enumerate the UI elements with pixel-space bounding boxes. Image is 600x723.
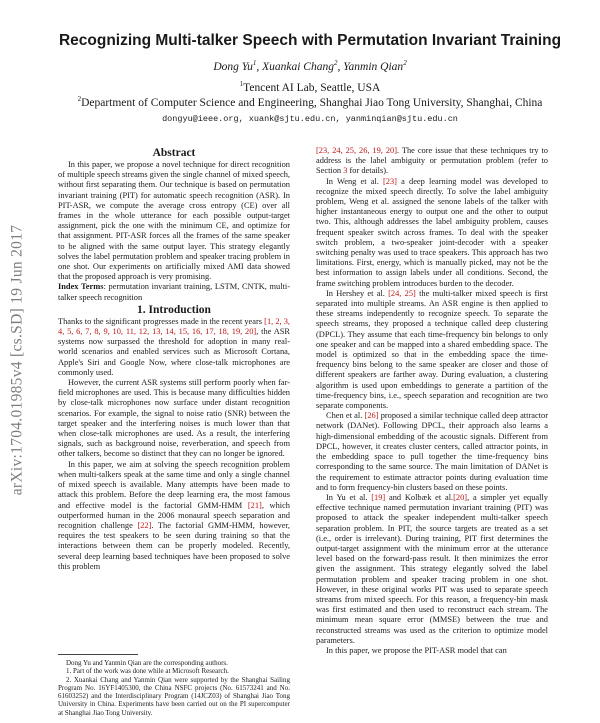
right-column	[316, 146, 548, 656]
body-text: Chen et al.	[326, 411, 365, 421]
arxiv-stamp-text: arXiv:1704.01985v4 [cs.SD] 19 Jun 2017	[8, 224, 26, 496]
body-paragraph	[316, 146, 548, 177]
author-affil-mark: 2	[403, 59, 407, 68]
author-list	[40, 61, 580, 73]
body-paragraph: In this paper, we propose the PIT-ASR model that can	[326, 645, 507, 655]
citation-link[interactable]: [23]	[383, 176, 397, 186]
citation-link[interactable]: [19]	[371, 492, 386, 502]
author-name: Dong Yu	[213, 61, 253, 73]
body-text: In Hershey et al.	[326, 288, 389, 298]
author-separator: ,	[337, 61, 344, 73]
body-text: , a simpler yet equally effective technique named permutation invariant training (PIT) was proposed to attack the speaker independent multi-talker speech separation problem. In PIT, the source targets are treated as a set (i.e., order is irrelevant). During training, PIT first determines the output-target assignment with the minimum error at the utterance level based on the forward-pass result. It then minimizes the error given the assignment. This strategy elegantly solved the label permutation problem and speaker tracing problem in one shot. However, in these original works PIT was used to separate speech streams from mixed speech. For this reason, a frequency-bin mask was first estimated and then used to reconstruct each stream. The minimum mean square error (MMSE) between the true and reconstructed streams was used as the criterion to optimize model parameters.	[316, 492, 548, 645]
citation-link[interactable]: [1, 2, 3, 4, 5, 6, 7, 8, 9, 10, 11, 12, 13, 14, 15, 16, 17, 18, 19, 20]	[58, 316, 290, 337]
author-name: Yanmin Qian	[343, 61, 404, 73]
intro-text: Thanks to the significant progresses made in the recent years	[58, 316, 265, 326]
index-terms	[58, 282, 290, 302]
footnote: 2. Xuankai Chang and Yanmin Qian were supported by the Shanghai Sailing Program No. 16YF1405300, the China NSFC projects (No. 61573241 and No. 61603252) and the Interdisciplinary Program (14JCZ03) of Shanghai Jiao Tong University in China. Experiments have been carried out on the PI supercomputer at Shanghai Jiao Tong University.	[58, 675, 290, 717]
footnote: Dong Yu and Yanmin Qian are the corresponding authors.	[66, 659, 228, 667]
body-text: the multi-talker mixed speech is first separated into multiple streams. An ASR engine is then applied to these streams independently to recognize speech. To separate the speech streams, they proposed a technique called deep clustering (DPCL). They assume that each time-frequency bin belongs to only one speaker and can be mapped into a shared embedding space. The model is optimized so that in the embedding space the time-frequency bins belong to the same speaker are closer and those of different speakers are farther away. During evaluation, a clustering algorithm is used upon embeddings to generate a partition of the time-frequency bins, i.e., speech separation and recognition are two separate components.	[316, 288, 548, 411]
intro-paragraph	[58, 317, 290, 378]
body-text: In Yu et al.	[326, 492, 372, 502]
author-separator: ,	[256, 61, 263, 73]
index-terms-text: : permutation invariant training, LSTM, CNTK, multi-talker speech recognition	[58, 282, 290, 302]
intro-text: , the ASR systems now surpassed the threshold for adoption in many real-world scenarios and enabled services such as Microsoft Cortana, Apple's Siri and Google Now, where close-talk microphones are commonly used.	[58, 327, 290, 377]
arxiv-stamp	[6, 150, 28, 570]
body-text: a deep learning model was developed to recognize the mixed speech directly. To solve the label ambiguity problem, Weng et al. assigned the senone labels of the talker with higher instantaneous energy to output one and the other to output two. This, although addresses the label ambiguity problem, causes frequent speaker switch across frames. To deal with the speaker switch problem, a two-speaker joint-decoder with a speaker switching penalty was used to trace speakers. This approach has two limitations. First, energy, which is manually picked, may not be the best information to assign labels under all conditions. Second, the frame switching problem introduces burden to the decoder.	[316, 176, 548, 288]
affil-text: Tencent AI Lab, Seattle, USA	[243, 82, 381, 94]
author-affil-mark: 2	[333, 59, 338, 68]
intro-paragraph	[58, 460, 290, 572]
abstract-heading: Abstract	[152, 147, 196, 159]
section-ref-link[interactable]: 3	[343, 166, 348, 176]
intro-text: . The factorial GMM-HMM, however, requires the test speakers to be seen during training so that the interactions between them can be properly modeled. Recently, several deep learning based techniques have been proposed to solve this problem	[58, 520, 291, 571]
author-affil-mark: 1	[252, 59, 257, 68]
intro-heading: 1. Introduction	[137, 303, 211, 316]
body-paragraph	[316, 411, 548, 493]
citation-link[interactable]: [21]	[247, 500, 262, 510]
body-text: . The core issue that these techniques try to address is the label ambiguity or permutation problem (refer to Section	[316, 146, 548, 176]
footnotes	[58, 654, 290, 717]
author-name: Xuankai Chang	[262, 61, 334, 73]
footnote-rule	[58, 654, 138, 655]
citation-link[interactable]: [23, 24, 25, 26, 19, 20]	[316, 146, 397, 155]
affil-mark: 2	[77, 95, 82, 104]
body-text: and Kolbæk et al.	[385, 492, 454, 502]
affil-mark: 1	[239, 80, 244, 89]
body-text: proposed a similar technique called deep attractor network (DANet). Following DPCL, their approach also learns a high-dimensional embedding of the acoustic signals. Different from DPCL, however, it creates cluster centers, called attractor points, in the embedding space to pull together the time-frequency bins corresponding to the same source. The main limitation of DANet is the requirement to estimate attractor points during evaluation time and to form frequency-bin clusters based on these points.	[316, 411, 548, 492]
footnote: 1. Part of the work was done while at Microsoft Research.	[66, 667, 229, 676]
intro-paragraph: However, the current ASR systems still perform poorly when far-field microphones are used. This is because many difficulties hidden by close-talk microphones now surface under distant recognition scenarios. For example, the signal to noise ratio (SNR) between the target speaker and the interfering noises is much lower than that when close-talk microphones are used. As a result, the interfering signals, such as background noise, reverberation, and speech from other talkers, become so distinct that they can no longer be ignored.	[58, 378, 290, 459]
paper-title: Recognizing Multi-talker Speech with Permutation Invariant Training	[58, 32, 562, 49]
citation-link[interactable]: [20]	[453, 492, 468, 502]
index-terms-label: Index Terms	[58, 282, 104, 292]
abstract-body: In this paper, we propose a novel technique for direct recognition of multiple speech streams given the single channel of mixed speech, without first separating them. Our technique is based on permutation invariant training (PIT) for automatic speech recognition (ASR). In PIT-ASR, we compute the average cross entropy (CE) over all frames in the whole utterance for each possible output-target assignment, pick the one with the minimum CE, and optimize for that assignment. PIT-ASR forces all the frames of the same speaker to be aligned with the same output layer. This strategy elegantly solves the label permutation problem and speaker tracing problem in one shot. Our experiments on artificially mixed AMI data showed that the proposed approach is very promising.	[58, 160, 290, 282]
citation-link[interactable]: [22]	[137, 520, 152, 530]
citation-link[interactable]: [24, 25]	[388, 288, 416, 298]
intro-text: , which outperformed human in the 2006 monaural speech separation and recognition challenge	[58, 500, 290, 530]
intro-text: In this paper, we aim at solving the speech recognition problem when multi-talkers speak at the same time and only a single channel of mixed speech is available. Many attempts have been made to attack this problem. Before the deep learning era, the most famous and effective model is the factorial GMM-HMM	[58, 459, 290, 510]
citation-link[interactable]: [26]	[364, 411, 379, 421]
affiliation-1	[40, 82, 580, 94]
left-column	[58, 146, 290, 572]
body-paragraph	[316, 493, 548, 646]
body-paragraph	[316, 289, 548, 411]
author-emails: dongyu@ieee.org, xuank@sjtu.edu.cn, yanminqian@sjtu.edu.cn	[162, 114, 458, 124]
affil-text: Department of Computer Science and Engineering, Shanghai Jiao Tong University, Shanghai, China	[81, 97, 543, 109]
body-paragraph	[316, 177, 548, 289]
affiliation-2	[40, 97, 580, 109]
body-text: for details).	[347, 166, 389, 176]
body-text: In Weng et al.	[326, 176, 384, 186]
